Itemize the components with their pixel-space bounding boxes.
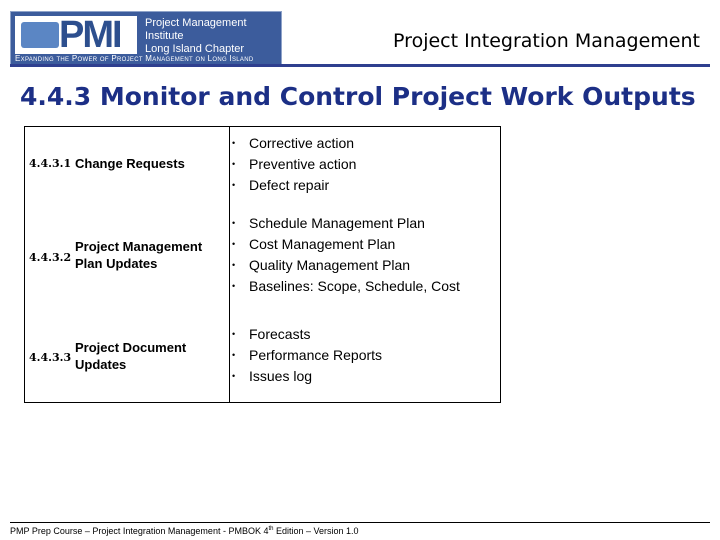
outputs-table xyxy=(24,126,501,403)
bullet-icon: • xyxy=(232,329,236,339)
list-item: • Quality Management Plan xyxy=(231,255,460,276)
footer-text: PMP Prep Course – Project Integration Management - PMBOK 4th Edition – Version 1.0 xyxy=(10,526,359,536)
logo-pmi-text: PMI xyxy=(59,14,121,56)
list-item: • Issues log xyxy=(231,366,382,387)
long-island-map-icon xyxy=(21,22,59,48)
bullet-icon: • xyxy=(232,180,236,190)
list-item: • Performance Reports xyxy=(231,345,382,366)
section-label: Change Requests xyxy=(75,156,185,171)
bullet-icon: • xyxy=(232,239,236,249)
bullet-icon: • xyxy=(232,218,236,228)
logo-tagline: Expanding the Power of Project Management on Long Island xyxy=(15,54,254,63)
list-item: • Preventive action xyxy=(231,154,356,175)
page-title: 4.4.3 Monitor and Control Project Work Outputs xyxy=(20,82,696,111)
section-items xyxy=(231,133,356,196)
bullet-icon: • xyxy=(232,159,236,169)
section-number: 4.4.3.1 xyxy=(29,157,72,170)
list-item: • Baselines: Scope, Schedule, Cost xyxy=(231,276,460,297)
column-divider xyxy=(229,127,230,402)
bullet-icon: • xyxy=(232,260,236,270)
list-item: • Forecasts xyxy=(231,324,382,345)
header-divider xyxy=(10,64,710,67)
footer-divider xyxy=(10,522,710,523)
header-title: Project Integration Management xyxy=(393,30,700,52)
section-items xyxy=(231,213,460,297)
pmi-chapter-logo xyxy=(10,11,282,65)
section-number: 4.4.3.2 xyxy=(29,251,72,264)
section-label: Project Document Updates xyxy=(75,340,187,372)
section-label: Project Management Plan Updates xyxy=(75,239,203,271)
logo-org-line2: Long Island Chapter xyxy=(145,43,245,55)
logo-org-line1: Project Management Institute xyxy=(145,17,247,42)
list-item: • Schedule Management Plan xyxy=(231,213,460,234)
section-items xyxy=(231,324,382,387)
bullet-icon: • xyxy=(232,350,236,360)
list-item: • Cost Management Plan xyxy=(231,234,460,255)
list-item: • Defect repair xyxy=(231,175,356,196)
section-number: 4.4.3.3 xyxy=(29,351,72,364)
bullet-icon: • xyxy=(232,138,236,148)
logo-org-name xyxy=(145,17,281,56)
bullet-icon: • xyxy=(232,281,236,291)
pmi-logo-mark xyxy=(15,16,137,54)
list-item: • Corrective action xyxy=(231,133,356,154)
bullet-icon: • xyxy=(232,371,236,381)
